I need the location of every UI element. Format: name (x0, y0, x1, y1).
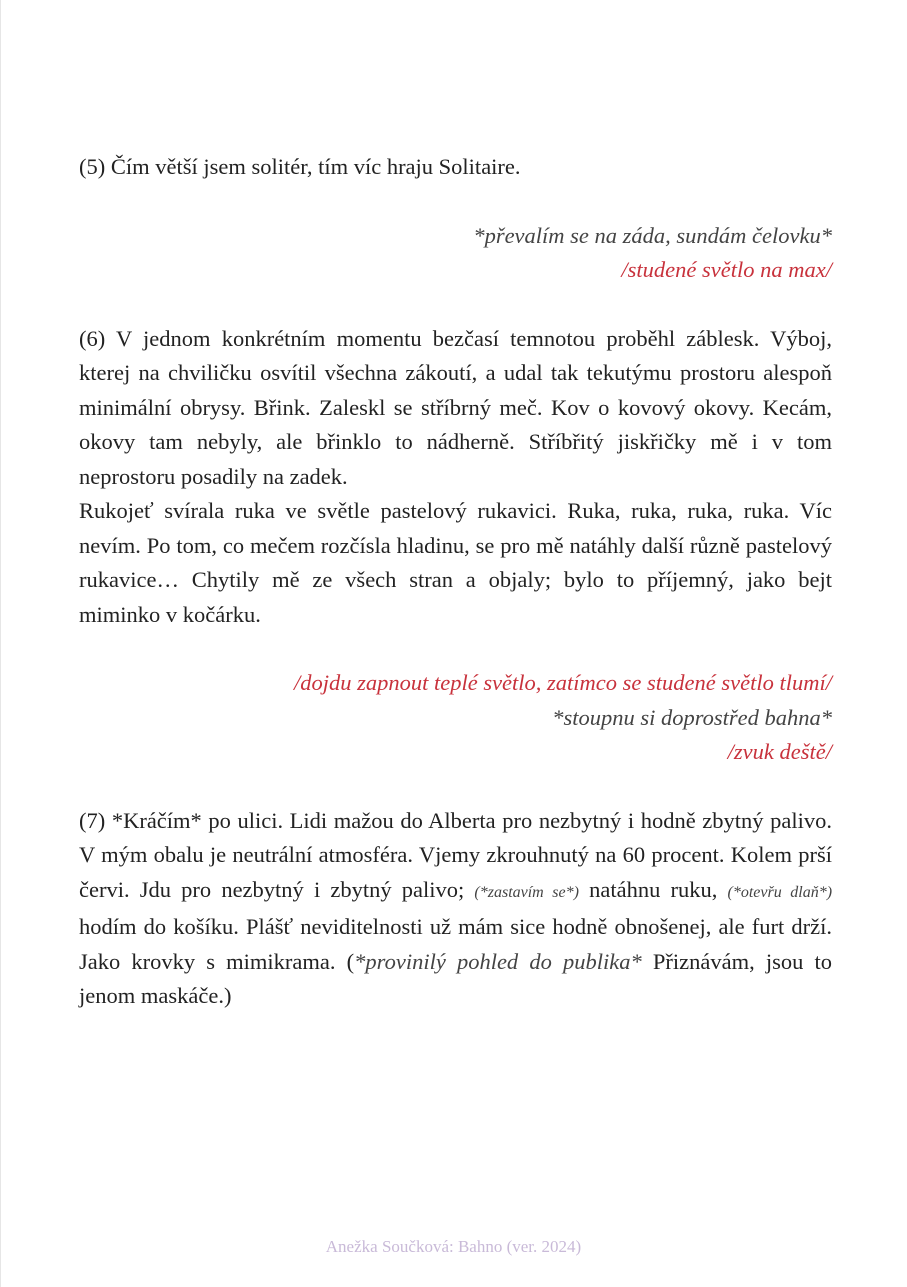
direction-line-red: /studené světlo na max/ (621, 257, 832, 282)
inline-direction: (*otevřu dlaň*) (727, 883, 833, 901)
page-edge (0, 0, 1, 1287)
text-run: (7) *Kráčím* po ulici. Lidi mažou do Alberta pro nezbytný i hodně zbytný palivo. V mým obalu je neutrální atmosféra. Vjemy zkrouhnutý na 60 procent. Kolem prší červi. Jdu pro nezbytný i zbytný palivo; (79, 807, 832, 902)
direction-line-red: /zvuk deště/ (727, 739, 832, 764)
inline-direction: (*zastavím se*) (474, 883, 579, 901)
direction-line: *stoupnu si doprostřed bahna* (552, 704, 832, 730)
paragraph-5: (5) Čím větší jsem solitér, tím víc hraju Solitaire. (79, 154, 521, 179)
paragraph-6b: Rukojeť svírala ruka ve světle pastelový rukavici. Ruka, ruka, ruka, ruka. Víc nevím. Po tom, co mečem rozčísla hladinu, se pro mě natáhly další různě pastelový rukavice… Chytily mě ze všech stran a objaly; bylo to příjemný, jako bejt miminko v kočárku. (79, 498, 832, 627)
direction-line-red: /dojdu zapnout teplé světlo, zatímco se studené světlo tlumí/ (293, 670, 832, 695)
page-footer: Anežka Součková: Bahno (ver. 2024) (325, 1237, 582, 1256)
text-run: natáhnu ruku, (578, 876, 728, 902)
stage-direction-1 (79, 219, 832, 288)
direction-line: *převalím se na záda, sundám čelovku* (473, 222, 832, 248)
text-run: Přiznávám, jsou to jenom maskáče.) (79, 948, 832, 1008)
stage-direction-2 (79, 666, 832, 770)
page-content (79, 150, 832, 1014)
inline-direction: *provinilý pohled do publika* (354, 948, 642, 974)
text-run: hodím do košíku. Plášť neviditelnosti už mám sice hodně obnošenej, ale furt drží. Jako krovky s mimikrama. ( (79, 914, 832, 974)
paragraph-7 (79, 804, 832, 1014)
paragraph-6a: (6) V jednom konkrétním momentu bezčasí temnotou proběhl záblesk. Výboj, kterej na chviličku osvítil všechna zákoutí, a udal tak tekutýmu prostoru alespoň minimální obrysy. Břink. Zaleskl se stříbrný meč. Kov o kovový okovy. Kecám, okovy tam nebyly, ale břinklo to nádherně. Stříbřitý jiskřičky mě i v tom neprostoru posadily na zadek. (79, 325, 832, 489)
